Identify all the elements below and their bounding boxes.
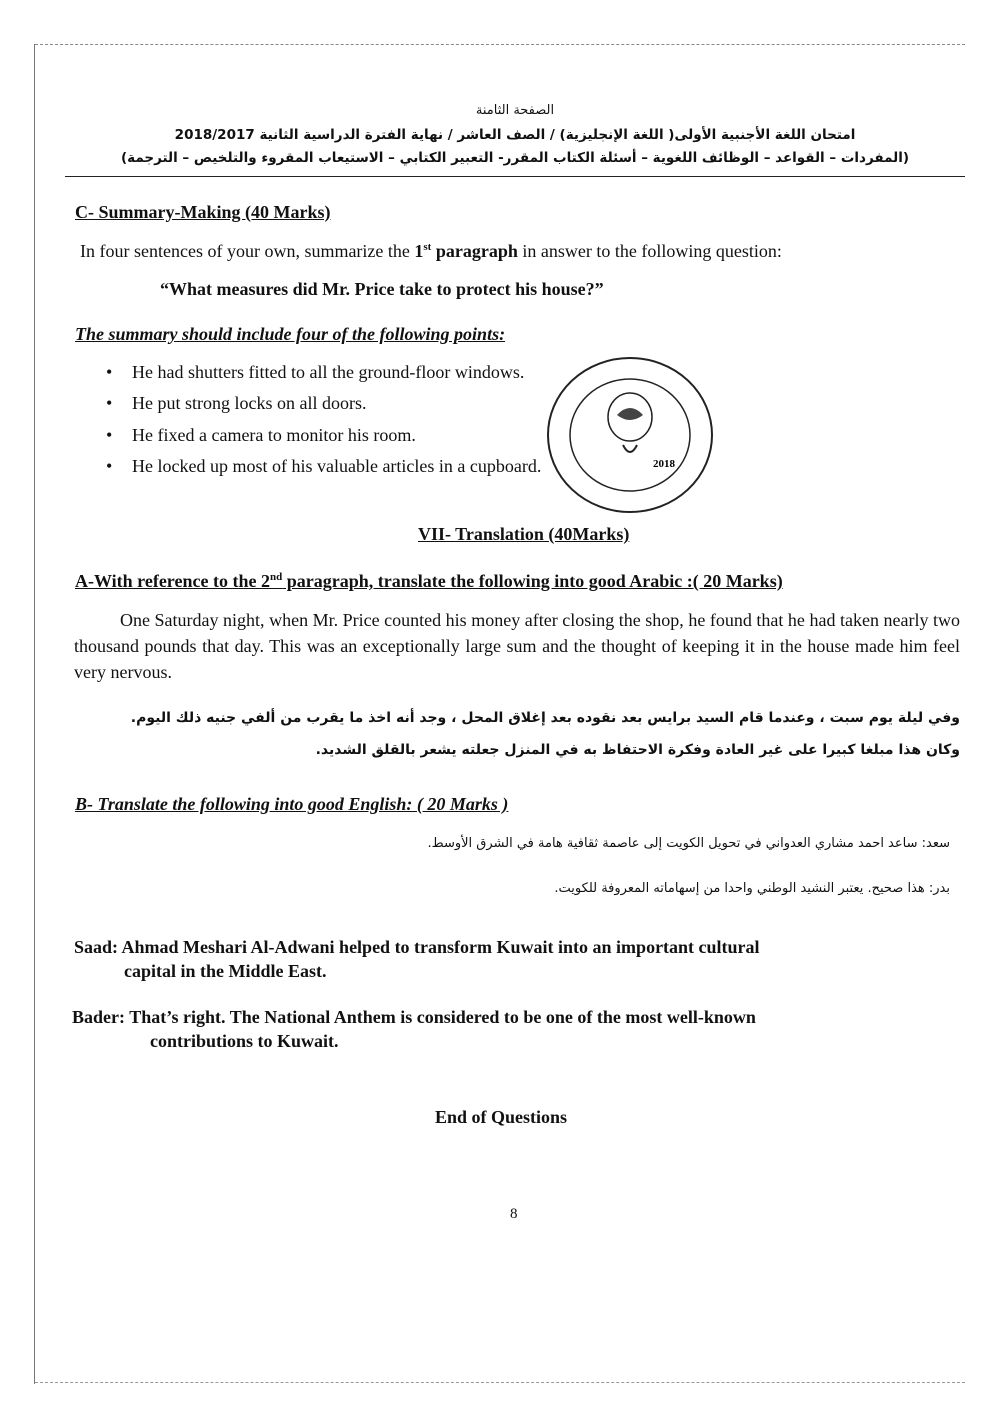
saad-answer [74, 937, 760, 958]
exam-title-ar: امتحان اللغة الأجنبية الأولى( اللغة الإنجليزية) / الصف العاشر / نهاية الفترة الدراسية الثانية 2018/2017 [174, 127, 856, 143]
instruction-num: 1 [414, 241, 424, 261]
answer-line: Ahmad Meshari Al-Adwani helped to transform Kuwait into an important cultural [121, 937, 760, 957]
answer-line: That’s right. The National Anthem is considered to be one of the most well-known [129, 1007, 756, 1027]
a-heading-sup: nd [269, 571, 283, 583]
translation-a-heading [75, 571, 783, 592]
bullet-icon: • [106, 362, 113, 382]
summary-point: He put strong locks on all doors. [132, 393, 367, 413]
b-source-ar-line: سعد: ساعد احمد مشاري العدواني في تحويل الكويت إلى عاصمة ثقافية هامة في الشرق الأوسط. [427, 836, 950, 851]
end-of-questions: End of Questions [435, 1107, 568, 1127]
instruction-post: in answer to the following question: [517, 241, 782, 261]
summary-point: He had shutters fitted to all the ground-floor windows. [132, 362, 525, 382]
a-heading-pre: A-With reference to the 2 [75, 571, 270, 591]
speaker-label: Bader: [72, 1007, 125, 1027]
summary-instruction [80, 241, 782, 262]
page-number: 8 [510, 1206, 518, 1222]
summary-point: He fixed a camera to monitor his room. [132, 425, 416, 445]
speaker-label: Saad: [74, 937, 119, 957]
a-heading-post: paragraph, translate the following into good Arabic :( 20 Marks) [282, 571, 783, 591]
summary-point: He locked up most of his valuable articles in a cupboard. [132, 456, 542, 476]
stamp-year: 2018 [653, 458, 675, 470]
saad-answer-cont: capital in the Middle East. [124, 961, 327, 981]
scan-border-top [35, 44, 965, 45]
bader-answer [72, 1007, 756, 1028]
bullet-icon: • [106, 393, 113, 413]
scan-border-bottom [35, 1382, 965, 1383]
translation-heading: VII- Translation (40Marks) [418, 524, 630, 544]
a-answer-ar-line: وفي ليلة يوم سبت ، وعندما قام السيد برايس بعد نقوده بعد إغلاق المحل ، وجد أنه اخذ ما يقرب من ألفي جنيه ذلك اليوم. [130, 710, 960, 726]
bader-answer-cont: contributions to Kuwait. [150, 1031, 339, 1051]
translation-a-paragraph: One Saturday night, when Mr. Price counted his money after closing the shop, he found that he had taken nearly two thousand pounds that day. This was an exceptionally large sum and the thought of keeping it in the house made him feel very nervous. [74, 610, 960, 682]
exam-sections-ar: (المفردات – القواعد – الوظائف اللغوية – أسئلة الكتاب المقرر- التعبير الكتابي – الاستيعاب المقروء والتلخيص – الترجمة) [120, 150, 909, 166]
b-source-ar-line: بدر: هذا صحيح. يعتبر النشيد الوطني واحدا من إسهاماته المعروفة للكويت. [554, 881, 950, 896]
instruction-bold: paragraph [431, 241, 518, 261]
page-label-ar: الصفحة الثامنة [475, 103, 555, 118]
instruction-sup: st [423, 241, 432, 253]
translation-b-heading: B- Translate the following into good English: ( 20 Marks ) [75, 794, 509, 814]
bullet-icon: • [106, 456, 113, 476]
summary-heading: C- Summary-Making (40 Marks) [75, 202, 331, 222]
points-heading: The summary should include four of the following points: [75, 324, 506, 344]
summary-question: “What measures did Mr. Price take to protect his house?” [160, 279, 604, 299]
instruction-text: In four sentences of your own, summarize the [80, 241, 415, 261]
header-rule [65, 176, 965, 177]
bullet-icon: • [106, 425, 113, 445]
a-answer-ar-line: وكان هذا مبلغا كبيرا على غير العادة وفكرة الاحتفاظ به في المنزل جعلته يشعر بالقلق الشديد. [315, 742, 960, 758]
ministry-stamp [545, 355, 715, 515]
scan-border-left [34, 44, 35, 1384]
